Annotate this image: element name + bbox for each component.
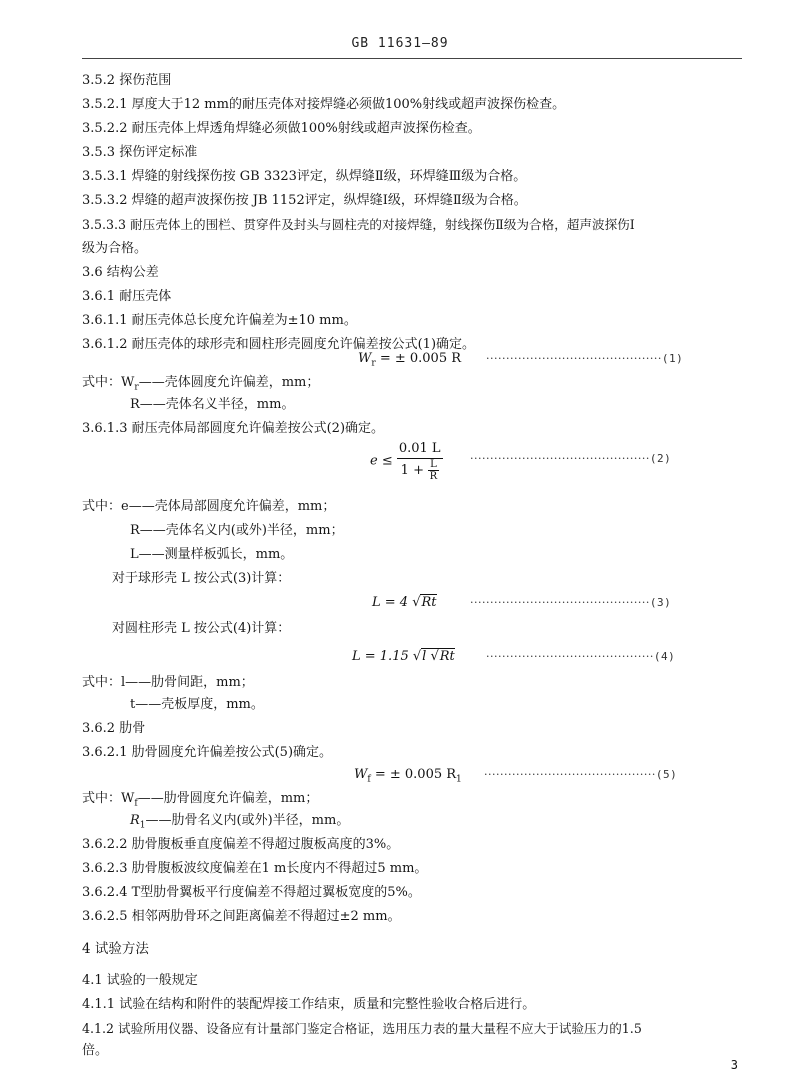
clause-3-6-2-4: 3.6.2.4 T型肋骨翼板平行度偏差不得超过翼板宽度的5%。 (82, 885, 421, 900)
clause-3-6-1-1: 3.6.1.1 耐压壳体总长度允许偏差为±10 mm。 (82, 313, 357, 328)
clause-3-6-2-5: 3.6.2.5 相邻两肋骨环之间距离偏差不得超过±2 mm。 (82, 909, 401, 924)
clause-4-1-2-cont: 倍。 (82, 1043, 109, 1058)
where-wf: 式中：$W_f——$肋骨圆度允许偏差，mm； (82, 791, 319, 809)
where-r: R——壳体名义半径，mm。 (130, 397, 295, 412)
eq-number-3: (3) (649, 596, 672, 609)
formula-5-leader: ···········································(5) (484, 768, 678, 781)
where-r1: $R_1——$肋骨名义内(或外)半径，mm。 (130, 813, 350, 831)
formula-2: e ≤ 0.01 L 1 + $\frac{L}{R}$ (370, 441, 441, 482)
formula-2-leader: ·············································(2) (470, 452, 672, 465)
clause-3-5-3-1: 3.5.3.1 焊缝的射线探伤按 GB 3323评定，纵焊缝Ⅱ级，环焊缝Ⅲ级为合格。 (82, 169, 527, 184)
section-3-5-2: 3.5.2 探伤范围 (82, 73, 172, 88)
eq-number-4: (4) (653, 650, 676, 663)
clause-3-6-1-2: 3.6.1.2 耐压壳体的球形壳和圆柱形壳圆度允许偏差按公式(1)确定。 (82, 337, 476, 352)
formula-4-leader: ··········································(4) (486, 650, 676, 663)
formula-5: $W_f$ = ± 0.005 $R_1$ (354, 767, 462, 785)
section-3-6: 3.6 结构公差 (82, 265, 159, 280)
clause-3-5-3-2: 3.5.3.2 焊缝的超声波探伤按 JB 1152评定，纵焊缝Ⅰ级，环焊缝Ⅱ级为合格。 (82, 193, 527, 208)
sphere-l-text: 对于球形壳 L 按公式(3)计算： (112, 571, 291, 586)
where-r2: R——壳体名义内(或外)半径，mm； (130, 523, 344, 538)
formula-1-leader: ············································(1) (486, 352, 684, 365)
eq-number-2: (2) (649, 452, 672, 465)
section-3-6-1: 3.6.1 耐压壳体 (82, 289, 172, 304)
clause-3-5-3-3-cont: 级为合格。 (82, 241, 148, 256)
where-w: 式中：$W_r——$壳体圆度允许偏差，mm； (82, 375, 320, 393)
section-3-5-3: 3.5.3 探伤评定标准 (82, 145, 198, 160)
cylinder-l-text: 对圆柱形壳 L 按公式(4)计算： (112, 621, 291, 636)
page-header: GB 11631—89 (351, 36, 449, 51)
where-e: 式中：e——壳体局部圆度允许偏差，mm； (82, 499, 336, 514)
section-3-6-2: 3.6.2 肋骨 (82, 721, 146, 736)
where-l-spacing: 式中：l——肋骨间距，mm； (82, 675, 254, 690)
where-t: t——壳板厚度，mm。 (130, 697, 264, 712)
clause-4-1-1: 4.1.1 试验在结构和附件的装配焊接工作结束，质量和完整性验收合格后进行。 (82, 997, 536, 1012)
header-rule (82, 58, 742, 59)
formula-2-fraction: 0.01 L 1 + $\frac{L}{R}$ (398, 441, 441, 482)
formula-1: $W_r$ = ± 0.005 R (358, 351, 462, 369)
formula-3-leader: ·············································(3) (470, 596, 672, 609)
formula-3: L = 4 √Rt (372, 595, 437, 610)
clause-3-6-2-1: 3.6.2.1 肋骨圆度允许偏差按公式(5)确定。 (82, 745, 333, 760)
where-l: L——测量样板弧长，mm。 (130, 547, 294, 562)
eq-number-1: (1) (661, 352, 684, 365)
clause-3-5-2-1: 3.5.2.1 厚度大于12 mm的耐压壳体对接焊缝必须做100%射线或超声波探伤检查。 (82, 97, 566, 112)
section-4-title: 4 试验方法 (82, 941, 149, 957)
clause-3-6-1-3: 3.6.1.3 耐压壳体局部圆度允许偏差按公式(2)确定。 (82, 421, 385, 436)
clause-3-6-2-3: 3.6.2.3 肋骨腹板波纹度偏差在1 m长度内不得超过5 mm。 (82, 861, 428, 876)
clause-3-6-2-2: 3.6.2.2 肋骨腹板垂直度偏差不得超过腹板高度的3%。 (82, 837, 400, 852)
formula-4: L = 1.15 √l √Rt (352, 649, 455, 664)
clause-3-5-3-3: 3.5.3.3 耐压壳体上的围栏、贯穿件及封头与圆柱壳的对接焊缝，射线探伤Ⅱ级为合格，超声波探伤Ⅰ (82, 217, 635, 232)
clause-3-5-2-2: 3.5.2.2 耐压壳体上焊透角焊缝必须做100%射线或超声波探伤检查。 (82, 121, 481, 136)
clause-4-1-2: 4.1.2 试验所用仪器、设备应有计量部门鉴定合格证，选用压力表的量大量程不应大于试验压力的1.5 (82, 1021, 642, 1036)
section-4-1: 4.1 试验的一般规定 (82, 973, 198, 988)
eq-number-5: (5) (655, 768, 678, 781)
page-number: 3 (730, 1058, 738, 1072)
